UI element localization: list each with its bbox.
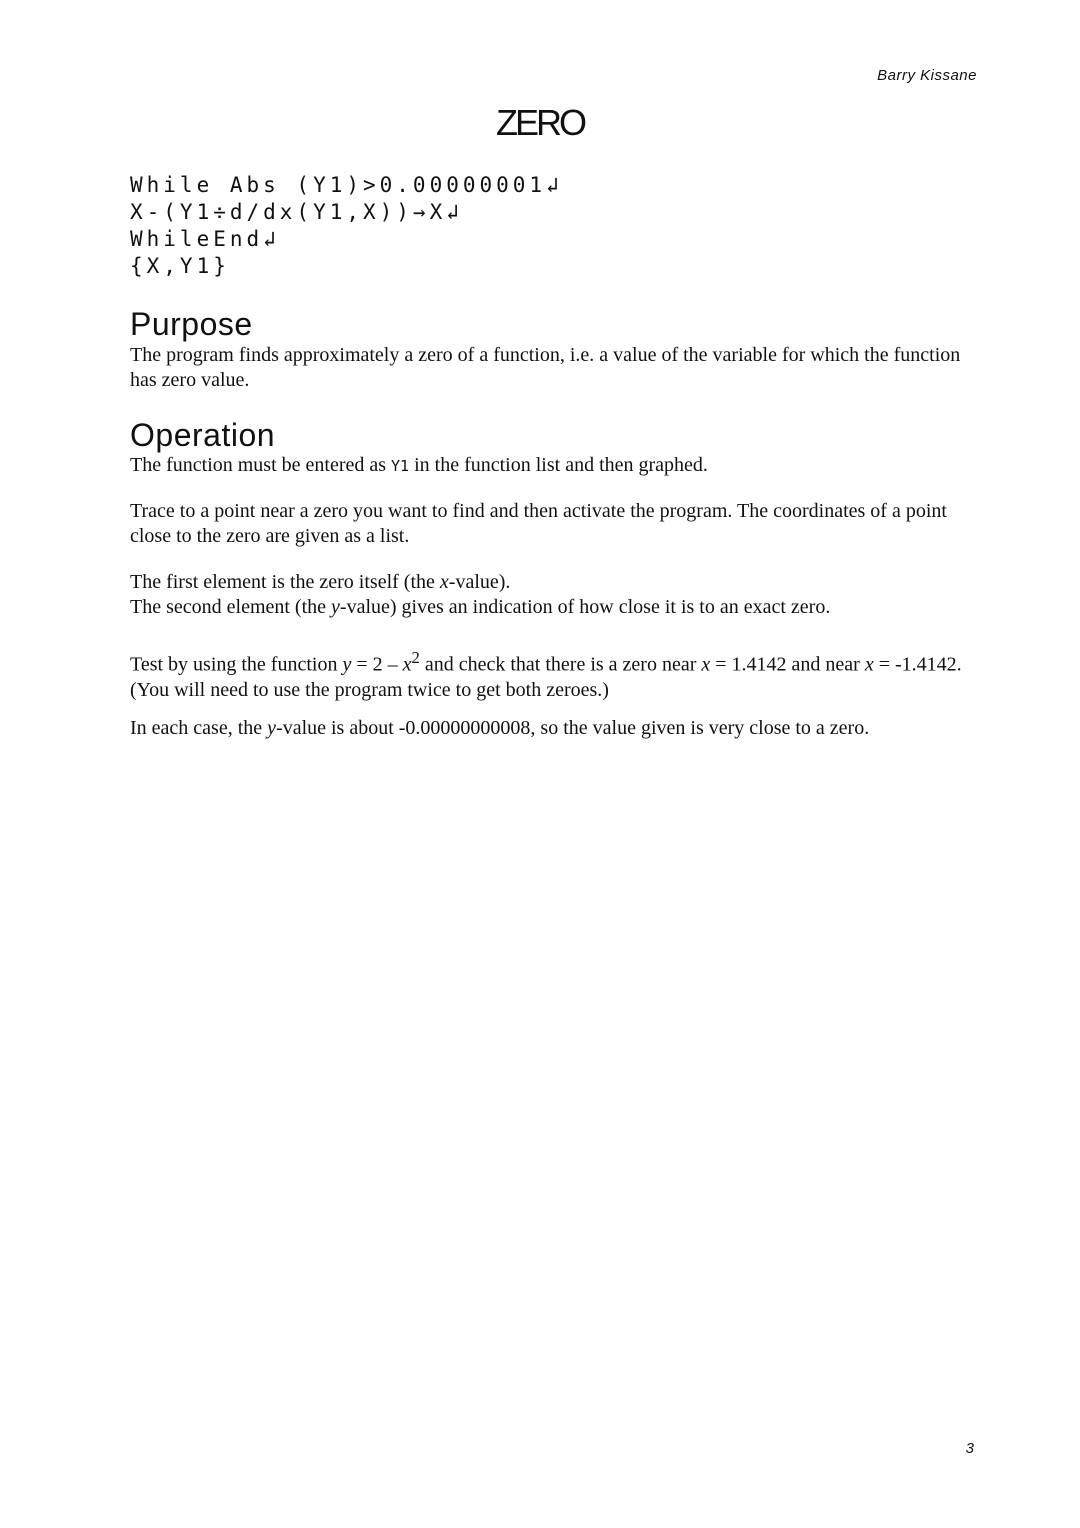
code-line: WhileEnd↲ [130,227,280,251]
text-span: The function must be entered as [130,454,387,476]
variable: y [342,653,352,676]
text-span: -value) gives an indication of how close it is to an exact zero. [339,596,831,618]
variable: x [864,653,874,676]
text-span: -value is about -0.00000000008, so the value given is very close to a zero. [276,717,870,739]
header-author: Barry Kissane [877,67,977,84]
operation-paragraph-3 [130,570,980,595]
variable: x [402,653,412,676]
program-code [130,172,563,280]
variable: y [267,717,277,739]
exponent: 2 [411,648,420,667]
purpose-text: The program finds approximately a zero of a function, i.e. a value of the variable for which the function has zero value. [130,344,961,391]
variable: x [701,653,711,676]
text-span: -value). [448,571,511,593]
operation-paragraph-6 [130,716,980,741]
page-title: ZERO [495,102,584,143]
text-span: = 2 – [356,653,398,676]
text-span: = -1.4142. (You will need to use the program twice to get both zeroes.) [130,653,962,701]
operation-paragraph-5 [130,645,980,703]
operation-paragraph-2: Trace to a point near a zero you want to find and then activate the program. The coordinates of a point close to the zero are given as a list. [130,500,947,547]
text-span: Test by using the function [130,653,338,676]
operation-paragraph-4 [130,595,980,620]
variable: x [439,571,449,593]
code-line: {X,Y1} [130,254,230,278]
text-span: In each case, the [130,717,263,739]
text-span: The first element is the zero itself (the [130,571,435,593]
operation-heading: Operation [130,417,276,453]
page-number: 3 [965,1440,974,1457]
code-line: While Abs (Y1)>0.00000001↲ [130,173,563,197]
purpose-heading: Purpose [130,306,253,342]
text-span: in the function list and then graphed. [414,454,708,476]
text-span: The second element (the [130,596,327,618]
code-line: X-(Y1÷d/dx(Y1,X))→X↲ [130,200,463,224]
variable: y [331,596,340,618]
inline-code: Y1 [391,457,410,475]
text-span: and check that there is a zero near [424,653,697,676]
text-span: = 1.4142 and near [715,653,860,676]
operation-paragraph-1 [130,453,980,479]
